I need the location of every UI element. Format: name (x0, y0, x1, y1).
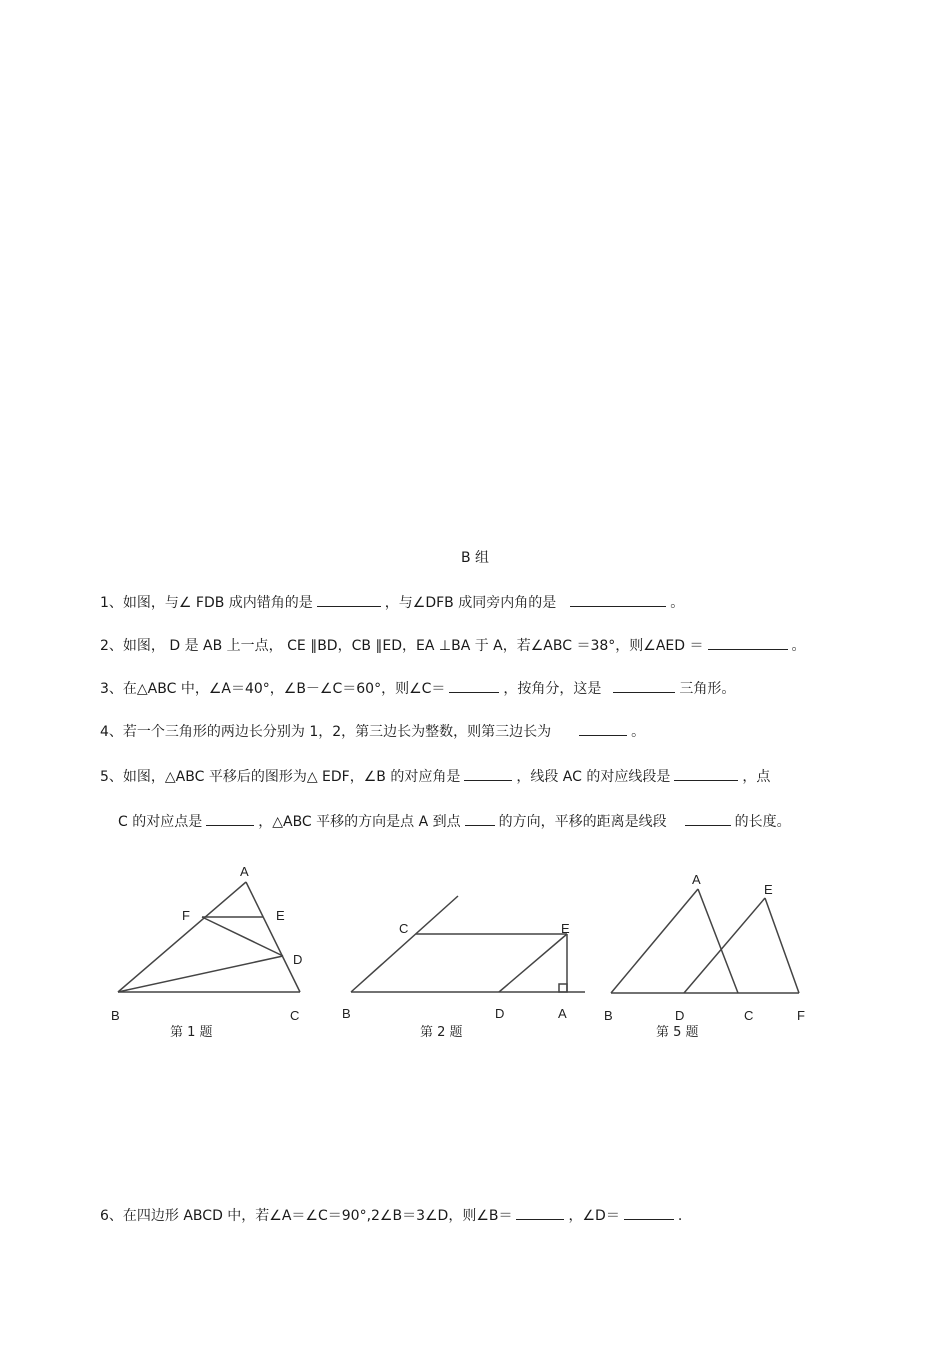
fig2-line-de (499, 934, 567, 992)
fig5-line-ba (611, 889, 698, 993)
fig1-label-b: B (111, 1008, 120, 1023)
q6-blank-1[interactable] (516, 1205, 564, 1220)
fig1-line-fd (202, 917, 283, 956)
fig1-label-e: E (276, 908, 285, 923)
q3-text-b: ，按角分，这是 (503, 681, 602, 697)
q5-text-c: ，点 (742, 769, 771, 785)
q3-text-c: 三角形。 (679, 681, 736, 697)
fig5-label-b: B (604, 1008, 613, 1023)
fig1-line-ac (246, 882, 303, 992)
fig5-caption: 第 5 题 (656, 1025, 699, 1040)
fig1-label-c: C (290, 1008, 300, 1023)
q5-text-f: 的方向，平移的距离是线段 (498, 814, 667, 830)
fig5-label-e: E (764, 882, 773, 897)
q6-text-c: . (677, 1208, 683, 1224)
q4-text-a: 4、若一个三角形的两边长分别为 1，2，第三边长为整数，则第三边长为 (100, 724, 552, 740)
fig1-line-bd (118, 956, 283, 992)
fig1-label-d: D (293, 952, 303, 967)
fig5-line-ef (765, 898, 799, 993)
fig2-label-b: B (342, 1006, 351, 1021)
figure-1 (118, 882, 303, 992)
q5-text-e: ，△ABC 平移的方向是点 A 到点 (258, 814, 461, 830)
q1-text-c: 。 (670, 595, 685, 611)
fig2-label-c: C (399, 921, 409, 936)
q6-blank-2[interactable] (624, 1205, 674, 1220)
fig5-line-ac (698, 889, 738, 993)
q3-text-a: 3、在△ABC 中，∠A＝40°，∠B－∠C＝60°，则∠C＝ (100, 681, 446, 697)
q5-text-a: 5、如图，△ABC 平移后的图形为△ EDF，∠B 的对应角是 (100, 769, 461, 785)
q1-text-b: ，与∠DFB 成同旁内角的是 (384, 595, 557, 611)
figure-2 (351, 896, 585, 992)
fig5-label-d: D (675, 1008, 685, 1023)
fig2-line-bc-extended (351, 896, 458, 992)
fig1-label-a: A (240, 864, 249, 879)
fig5-label-a: A (692, 872, 701, 887)
fig5-label-f: F (797, 1008, 805, 1023)
section-title: B 组 (460, 550, 490, 566)
fig2-label-e: E (561, 921, 570, 936)
fig1-caption: 第 1 题 (170, 1025, 213, 1040)
question-6 (100, 1205, 682, 1226)
fig1-line-ba (118, 882, 246, 992)
fig2-label-a: A (558, 1006, 567, 1021)
q1-text-a: 1、如图，与∠ FDB 成内错角的是 (100, 595, 313, 611)
q6-text-a: 6、在四边形 ABCD 中，若∠A＝∠C＝90°,2∠B＝3∠D，则∠B＝ (100, 1208, 513, 1224)
figure-5 (611, 889, 799, 993)
q5-text-b: ，线段 AC 的对应线段是 (516, 769, 671, 785)
fig2-label-d: D (495, 1006, 505, 1021)
fig2-right-angle-mark (559, 984, 567, 992)
fig5-label-c: C (744, 1008, 754, 1023)
fig1-label-f: F (182, 908, 190, 923)
q2-text-b: 。 (791, 638, 806, 654)
q6-text-b: ，∠D＝ (568, 1208, 620, 1224)
q5-text-d: C 的对应点是 (118, 814, 203, 830)
q4-text-b: 。 (631, 724, 646, 740)
fig2-caption: 第 2 题 (420, 1025, 463, 1040)
q5-text-g: 的长度。 (734, 814, 791, 830)
fig5-line-de (684, 898, 765, 993)
q2-text-a: 2、如图， D 是 AB 上一点， CE ∥BD，CB ∥ED，EA ⊥BA 于 A，若∠ABC ＝38°，则∠AED ＝ (100, 638, 704, 654)
